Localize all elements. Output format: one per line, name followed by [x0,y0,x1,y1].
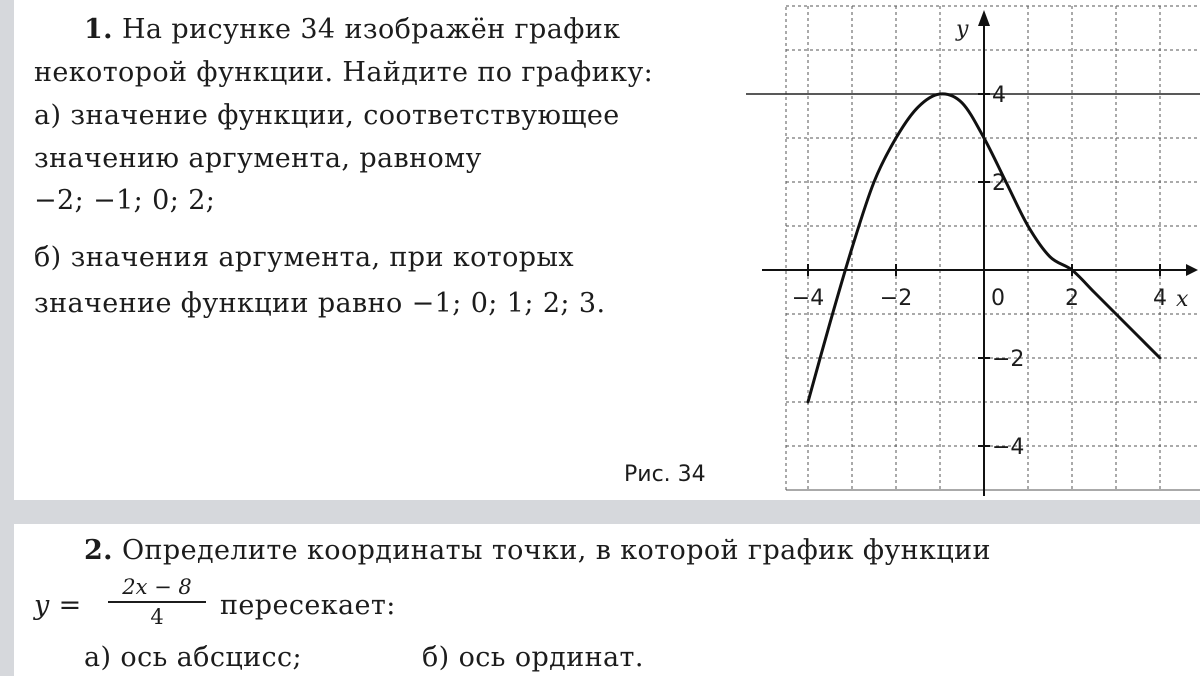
p2-y-var: y [34,590,50,621]
y-tick-label: −4 [992,435,1025,460]
p2-equals: = [58,590,82,621]
p1-line-6: б) значения аргумента, при которых [34,242,574,273]
p1-number: 1. [84,14,113,45]
x-tick-label: 2 [1065,286,1079,311]
x-tick-label: 4 [1153,286,1167,311]
p2-number: 2. [84,535,113,566]
p2-tail: пересекает: [220,590,396,621]
x-tick-label: −2 [879,286,913,311]
p1-line-5: −2; −1; 0; 2; [34,185,216,216]
p2-text: Определите координаты точки, в которой график функции [121,535,991,566]
page-separator [14,500,1200,524]
p2-line-1 [84,535,991,566]
y-axis-arrow [978,10,990,26]
p2-option-b: б) ось ординат. [422,642,644,673]
p1-line-2: некоторой функции. Найдите по графику: [34,57,654,88]
p2-fraction [108,577,206,628]
p2-numerator: 2x − 8 [108,577,206,603]
p1-line-7: значение функции равно −1; 0; 1; 2; 3. [34,288,606,319]
p1-line-1 [84,14,620,45]
y-axis-label: y [956,17,969,42]
p1-line-3: а) значение функции, соответствующее [34,100,620,131]
grid-frame [786,6,1200,490]
p1-line-4: значению аргумента, равному [34,143,482,174]
p1-line-1-text: На рисунке 34 изображён график [121,14,621,45]
y-tick-label: −2 [992,347,1025,372]
x-tick-label: 0 [991,286,1005,311]
figure-caption: Рис. 34 [624,462,706,487]
x-axis-arrow [1186,264,1198,276]
textbook-page [14,0,1200,676]
x-tick-label: −4 [791,286,825,311]
y-tick-label: 2 [992,171,1006,196]
y-tick-label: 4 [992,83,1006,108]
function-graph [746,0,1200,500]
x-axis-label: x [1176,287,1189,312]
p2-formula-lhs [34,590,82,621]
p2-denominator: 4 [150,605,164,629]
p2-option-a: а) ось абсцисс; [84,642,303,673]
